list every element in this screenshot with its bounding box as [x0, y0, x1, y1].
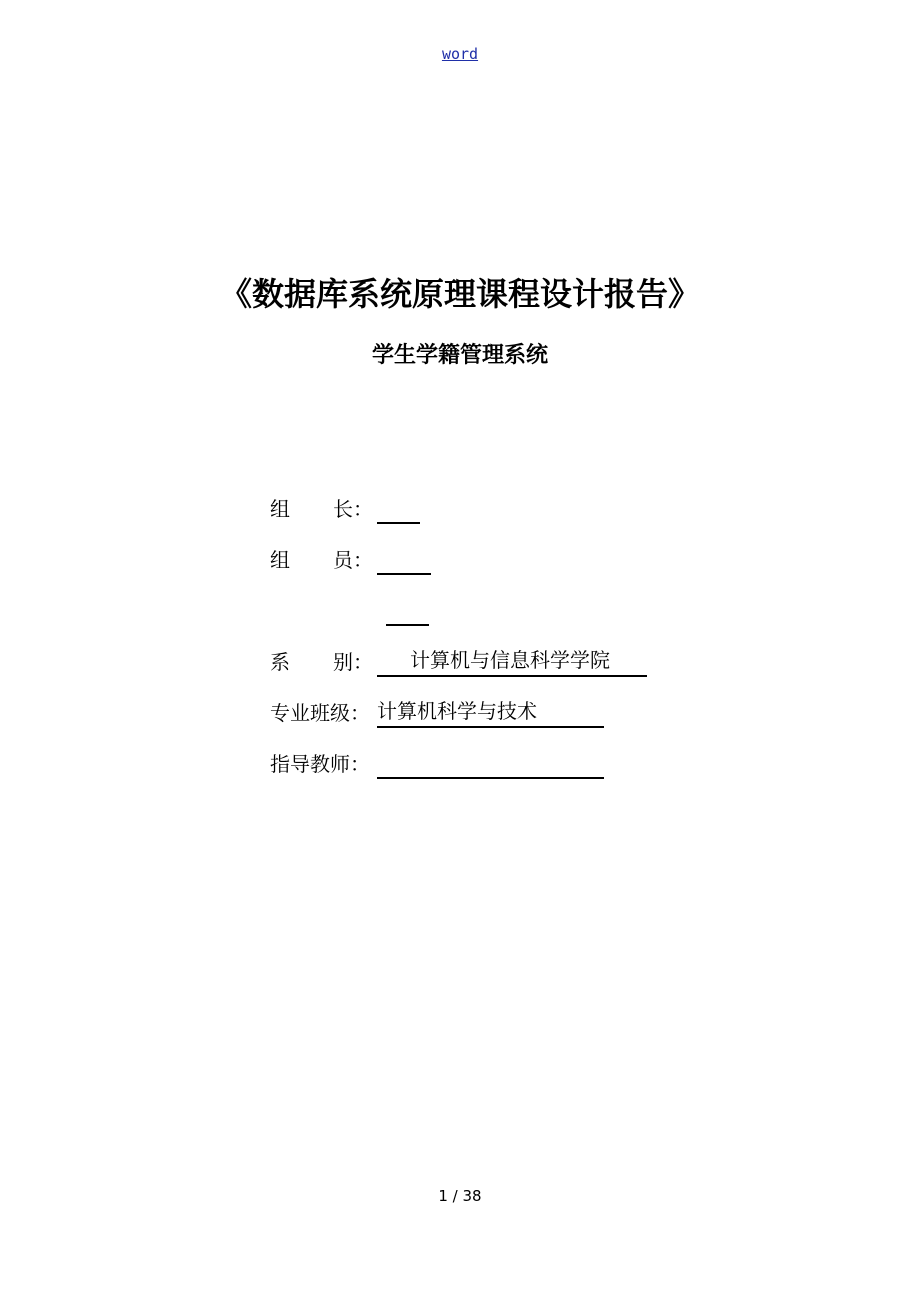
field-department-label-part2: 别：: [333, 650, 373, 674]
field-major-class-label-text: 专业班级：: [270, 701, 370, 725]
field-department-underline: [377, 675, 647, 677]
field-department-label: [270, 647, 377, 677]
field-leader-label: [270, 494, 377, 524]
field-major-class-text: 计算机科学与技术: [377, 699, 537, 723]
field-advisor-label-text: 指导教师：: [270, 752, 370, 776]
field-members-label-part1: 组: [270, 548, 290, 572]
field-members-underline: [377, 573, 431, 575]
field-leader-underline: [377, 522, 420, 524]
page-number: 1 / 38: [438, 1187, 482, 1205]
field-advisor-label: [270, 749, 377, 779]
document-subtitle: 学生学籍管理系统: [371, 343, 548, 368]
field-leader-label-part2: 长：: [333, 497, 373, 521]
field-major-class-label: [270, 698, 377, 728]
field-advisor-underline: [377, 777, 604, 779]
field-members-label: [270, 545, 377, 575]
field-members-extra-underline: [386, 624, 429, 626]
header-word-link[interactable]: word: [441, 45, 479, 63]
field-department-text: 计算机与信息科学学院: [410, 648, 610, 672]
document-title: 《数据库系统原理课程设计报告》: [219, 275, 700, 313]
field-department-label-part1: 系: [270, 650, 290, 674]
field-members-label-part2: 员：: [333, 548, 373, 572]
field-leader-label-part1: 组: [270, 497, 290, 521]
field-major-class-underline: [377, 726, 604, 728]
